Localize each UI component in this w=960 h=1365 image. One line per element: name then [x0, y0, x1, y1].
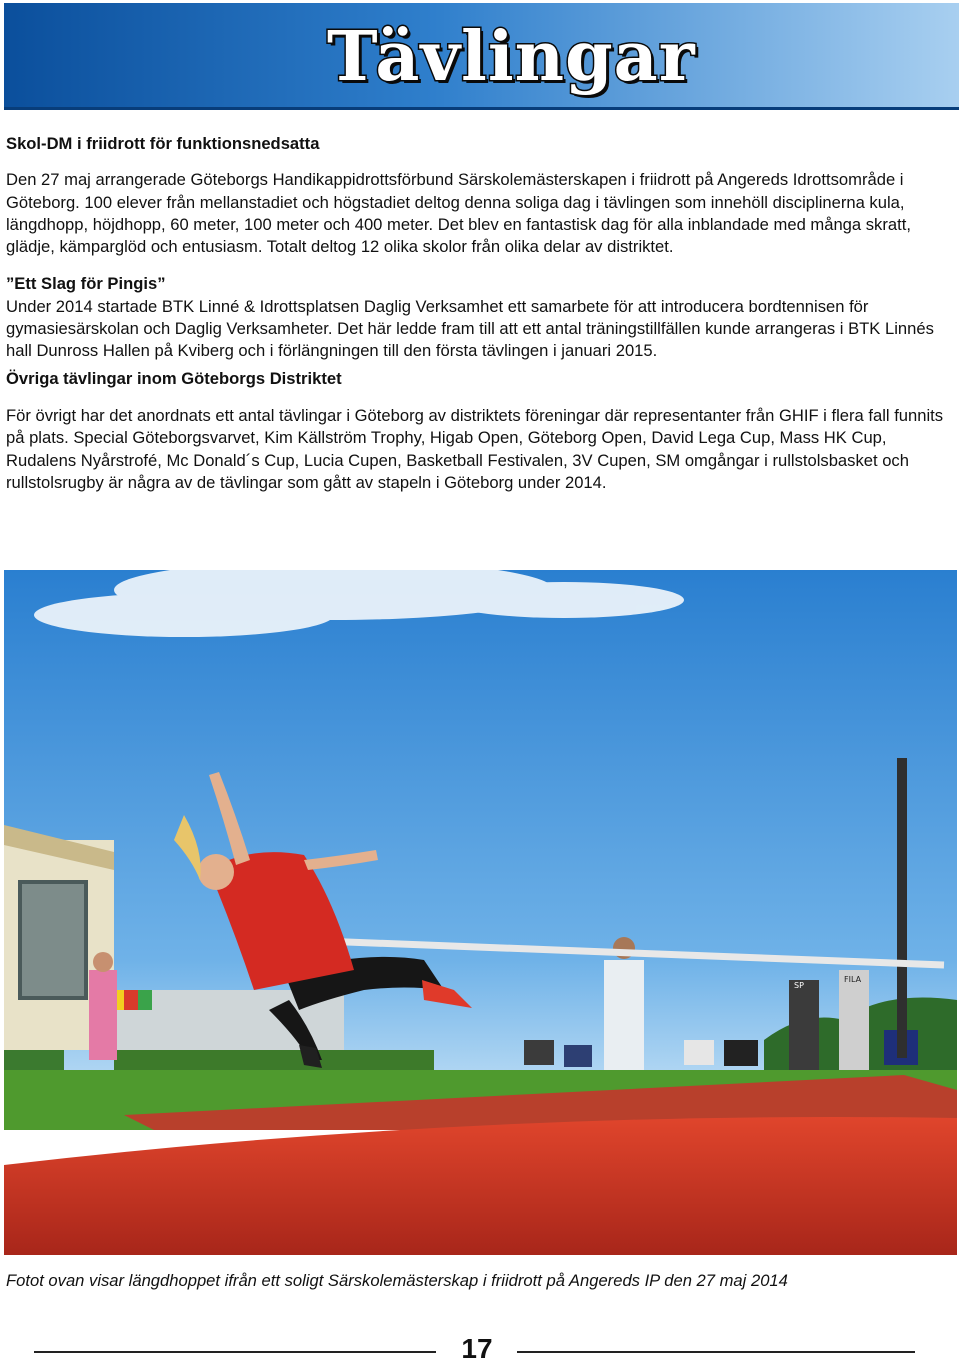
landing-mat: [4, 1117, 957, 1255]
footer-rule-left: [34, 1351, 436, 1353]
section-heading-skol-dm: Skol-DM i friidrott för funktionsnedsatta: [6, 134, 320, 153]
standard-right: [897, 758, 907, 1058]
footer-rule-right: [517, 1351, 915, 1353]
photo-sign-sp: SP: [794, 981, 804, 990]
high-jump-photo: [4, 570, 957, 1255]
section-text-pingis: Under 2014 startade BTK Linné & Idrottsplatsen Daglig Verksamhet ett samarbete för att introducera bordtennisen för gymasiesärskolan och Daglig Verksamheter. Det här ledde fram till att ett antal träningstillfällen kunde arrangeras i BTK Linnés hall Dunross Hallen på Kviberg och i förlängningen till den första tävlingen i januari 2015.: [6, 296, 934, 361]
section-text-skol-dm: Den 27 maj arrangerade Göteborgs Handikappidrottsförbund Särskolemästerskapen i friidrott på Angereds Idrottsområde i Göteborg. 100 elever från mellanstadiet och högstadiet deltog denna soliga dag i tävlingen som innehöll disciplinerna kula, längdhopp, höjdhopp, 60 meter, 100 meter och 400 meter. Det blev en fantastisk dag för alla inblandade med många skratt, glädje, kämparglöd och entusiasm. Totalt deltog 12 olika skolor från olika delar av distriktet.: [6, 170, 911, 257]
photo-sign-fila: FILA: [844, 975, 862, 984]
page-number: 17: [461, 1333, 493, 1364]
article-body: [6, 133, 954, 494]
page-title: Tävlingar: [327, 17, 696, 97]
header-banner: [4, 3, 959, 110]
section-heading-pingis: ”Ett Slag för Pingis”: [6, 274, 166, 294]
section-heading-ovriga: Övriga tävlingar inom Göteborgs Distriktet: [6, 368, 342, 388]
photo-caption: Fotot ovan visar längdhoppet ifrån ett soligt Särskolemästerskap i friidrott på Angereds IP den 27 maj 2014: [6, 1271, 788, 1290]
section-text-ovriga: För övrigt har det anordnats ett antal tävlingar i Göteborg av distriktets föreningar där representanter från GHIF i flera fall funnits på plats. Special Göteborgsvarvet, Kim Källström Trophy, Higab Open, Göteborg Open, David Lega Cup, Mass HK Cup, Rudalens Nyårstrofé, Mc Donald´s Cup, Lucia Cupen, Basketball Festivalen, 3V Cupen, SM omgångar i rullstolsbasket och rullstolsrugby är några av de tävlingar som gått av stapeln i Göteborg under 2014.: [6, 405, 944, 492]
